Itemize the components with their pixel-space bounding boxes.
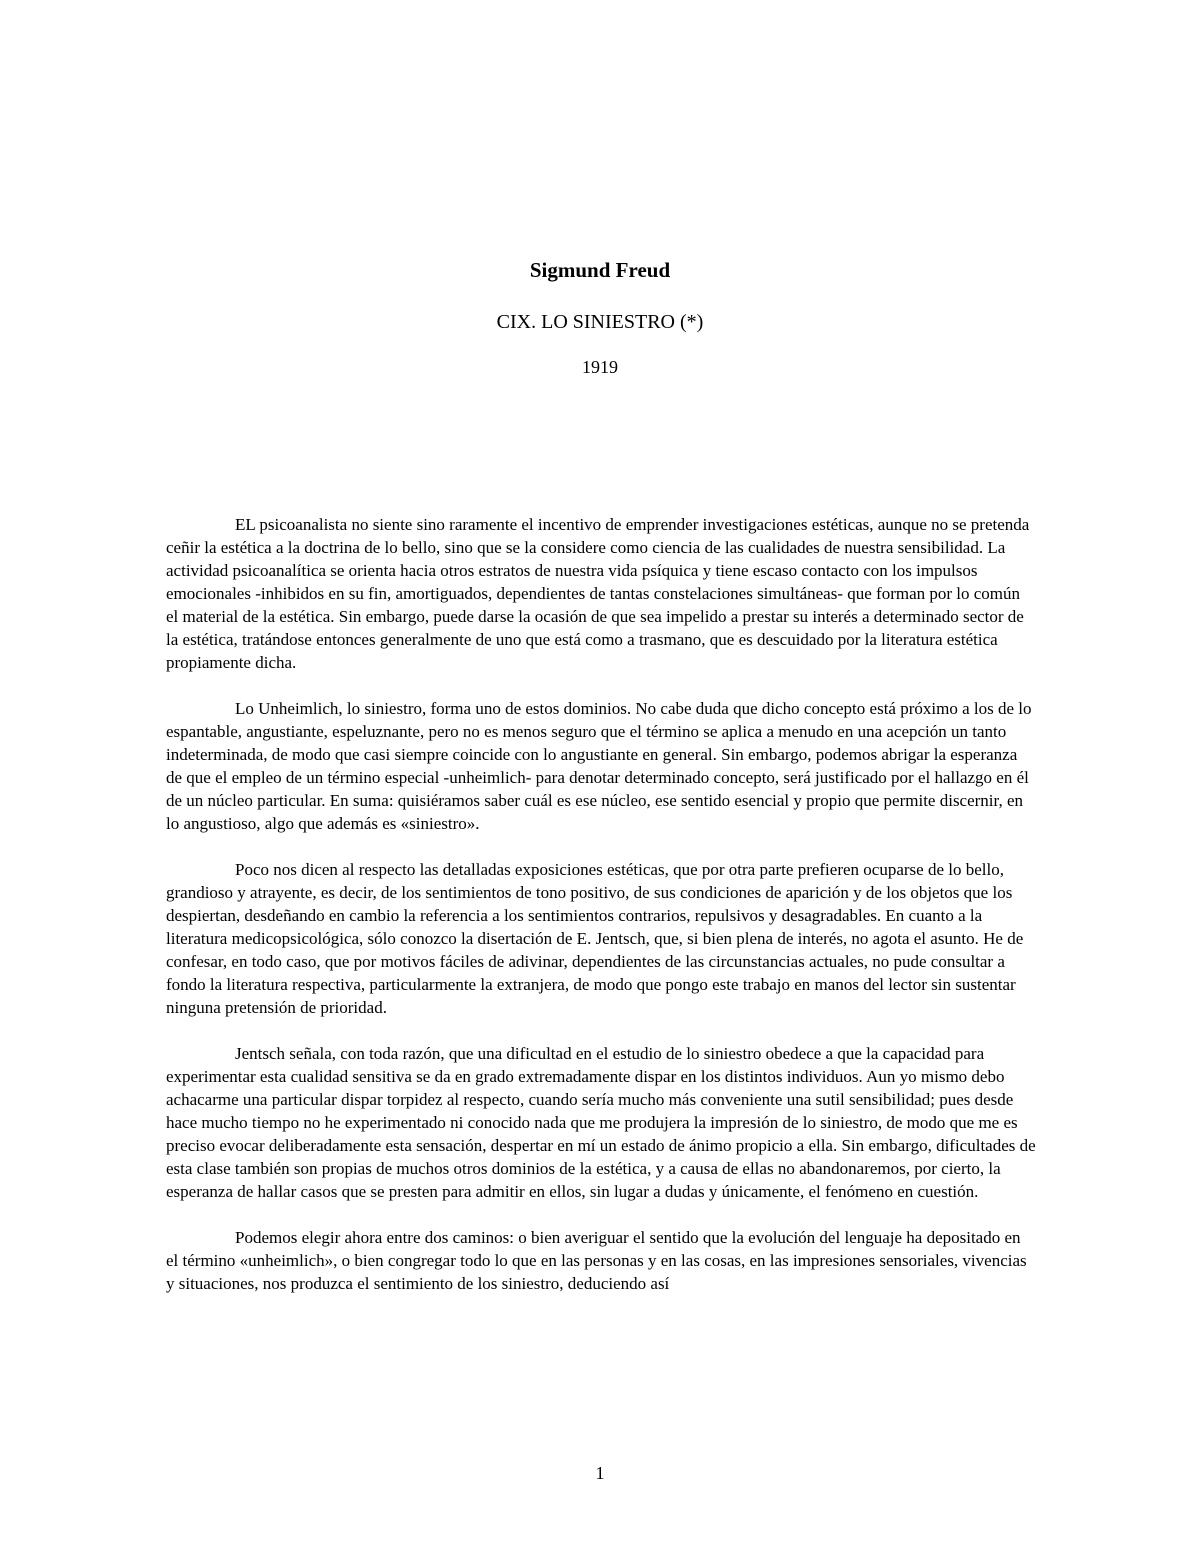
document-title: CIX. LO SINIESTRO (*)	[496, 311, 704, 333]
author-heading: Sigmund Freud	[529, 258, 671, 282]
publication-year: 1919	[582, 357, 618, 377]
body-text	[166, 513, 1036, 1318]
paragraph: Jentsch señala, con toda razón, que una dificultad en el estudio de lo siniestro obedece a que la capacidad para experimentar esta cualidad sensitiva se da en grado extremadamente dispar en los distintos individuos. Aun yo mismo debo achacarme una particular dispar torpidez al respecto, cuando sería mucho más conveniente una sutil sensibilidad; pues desde hace mucho tiempo no he experimentado ni conocido nada que me produjera la impresión de lo siniestro, de modo que me es preciso evocar deliberadamente esta sensación, despertar en mí un estado de ánimo propicio a ella. Sin embargo, dificultades de esta clase también son propias de muchos otros dominios de la estética, y a causa de ellas no abandonaremos, por cierto, la esperanza de hallar casos que se presten para admitir en ellos, sin lugar a dudas y únicamente, el fenómeno en cuestión.	[166, 1044, 1036, 1201]
paragraph: Poco nos dicen al respecto las detalladas exposiciones estéticas, que por otra parte prefieren ocuparse de lo bello, grandioso y atrayente, es decir, de los sentimientos de tono positivo, de sus condiciones de aparición y de los objetos que los despiertan, desdeñando en cambio la referencia a los sentimientos contrarios, repulsivos y desagradables. En cuanto a la literatura medicopsicológica, sólo conozco la disertación de E. Jentsch, que, si bien plena de interés, no agota el asunto. He de confesar, en todo caso, que por motivos fáciles de adivinar, dependientes de las circunstancias actuales, no pude consultar a fondo la literatura respectiva, particularmente la extranjera, de modo que pongo este trabajo en manos del lector sin sustentar ninguna pretensión de prioridad.	[166, 860, 1024, 1017]
page-number: 1	[595, 1463, 605, 1483]
paragraph: Podemos elegir ahora entre dos caminos: o bien averiguar el sentido que la evolución del lenguaje ha depositado en el término «unheimlich», o bien congregar todo lo que en las personas y en las cosas, en las impresiones sensoriales, vivencias y situaciones, nos produzca el sentimiento de los siniestro, deduciendo así	[166, 1228, 1027, 1293]
paragraph: EL psicoanalista no siente sino raramente el incentivo de emprender investigaciones estéticas, aunque no se pretenda ceñir la estética a la doctrina de lo bello, sino que se la considere como ciencia de las cualidades de nuestra sensibilidad. La actividad psicoanalítica se orienta hacia otros estratos de nuestra vida psíquica y tiene escaso contacto con los impulsos emocionales -inhibidos en su fin, amortiguados, dependientes de tantas constelaciones simultáneas- que forman por lo común el material de la estética. Sin embargo, puede darse la ocasión de que sea impelido a prestar su interés a determinado sector de la estética, tratándose entonces generalmente de uno que está como a trasmano, que es descuidado por la literatura estética propiamente dicha.	[166, 515, 1030, 672]
paragraph: Lo Unheimlich, lo siniestro, forma uno de estos dominios. No cabe duda que dicho concepto está próximo a los de lo espantable, angustiante, espeluznante, pero no es menos seguro que el término se aplica a menudo en una acepción un tanto indeterminada, de modo que casi siempre coincide con lo angustiante en general. Sin embargo, podemos abrigar la esperanza de que el empleo de un término especial -unheimlich- para denotar determinado concepto, será justificado por el hallazgo en él de un núcleo particular. En suma: quisiéramos saber cuál es ese núcleo, ese sentido esencial y propio que permite discernir, en lo angustioso, algo que además es «siniestro».	[166, 699, 1032, 833]
